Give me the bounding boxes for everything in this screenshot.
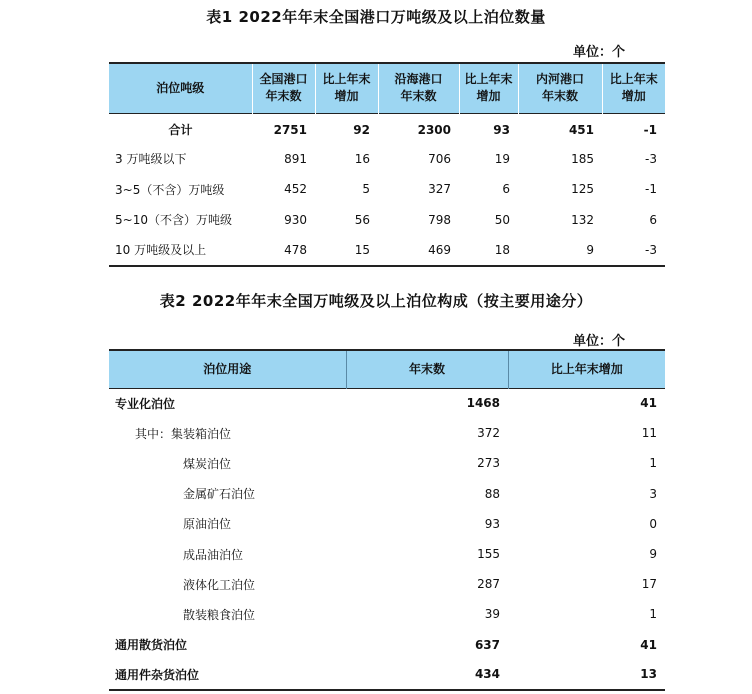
cell-value: 287: [477, 577, 500, 592]
table-row: [109, 144, 665, 175]
table-row: [109, 205, 665, 236]
cell-value: 3: [649, 486, 657, 501]
cell-value: 478: [284, 242, 307, 257]
cell-value: 41: [640, 396, 657, 411]
table1-header-inland-total: 内河港口 年末数: [518, 63, 602, 113]
cell-value: 18: [494, 242, 510, 257]
cell-value: 88: [484, 486, 500, 501]
table1: [109, 62, 665, 267]
table-row: [109, 630, 665, 660]
table-row: [109, 388, 665, 418]
table1-header-row: [109, 63, 665, 113]
row-label: 液体化工泊位: [183, 577, 256, 592]
cell-value: -1: [643, 122, 657, 137]
row-label: 10 万吨级及以上: [115, 243, 207, 258]
row-label: 金属矿石泊位: [183, 487, 256, 502]
table1-header-national-total: 全国港口 年末数: [252, 63, 315, 113]
row-label: 其中：集装箱泊位: [135, 426, 232, 441]
cell-value: 41: [640, 637, 657, 652]
row-label: 3 万吨级以下: [115, 152, 187, 167]
cell-value: 9: [586, 242, 594, 257]
table-row: [109, 113, 665, 144]
cell-value: 2751: [273, 122, 307, 137]
row-label: 5~10（不含）万吨级: [115, 213, 232, 228]
cell-value: 798: [428, 212, 451, 227]
cell-value: 1468: [466, 396, 500, 411]
table1-header-coastal-total: 沿海港口 年末数: [378, 63, 459, 113]
cell-value: 2300: [417, 122, 451, 137]
row-label: 合计: [168, 123, 193, 137]
table-row: [109, 448, 665, 478]
table-row: [109, 539, 665, 569]
cell-value: 50: [494, 212, 510, 227]
cell-value: -3: [645, 151, 657, 166]
cell-value: 17: [641, 577, 657, 592]
cell-value: 1: [649, 607, 657, 622]
cell-value: 469: [428, 242, 451, 257]
table2-title: 表2 2022年年末全国万吨级及以上泊位构成（按主要用途分）: [159, 292, 593, 310]
table-row: [109, 509, 665, 539]
cell-value: 5: [362, 182, 370, 197]
row-label: 成品油泊位: [183, 547, 244, 562]
cell-value: 93: [484, 516, 500, 531]
table2-header-year-end: 年末数: [346, 350, 508, 388]
row-label: 通用散货泊位: [115, 638, 188, 653]
cell-value: -1: [645, 182, 657, 197]
cell-value: 637: [474, 637, 500, 652]
cell-value: 327: [428, 182, 451, 197]
table1-title: 表1 2022年年末全国港口万吨级及以上泊位数量: [206, 8, 546, 26]
cell-value: 56: [354, 212, 370, 227]
table-row: [109, 599, 665, 629]
cell-value: 706: [428, 151, 451, 166]
row-label: 原油泊位: [183, 517, 232, 532]
cell-value: 155: [477, 547, 500, 562]
table1-header-national-increase: 比上年末 增加: [315, 63, 378, 113]
cell-value: 132: [571, 212, 594, 227]
row-label: 3~5（不含）万吨级: [115, 182, 225, 197]
cell-value: -3: [645, 242, 657, 257]
cell-value: 185: [571, 151, 594, 166]
cell-value: 6: [649, 212, 657, 227]
table2-header-increase: 比上年末增加: [508, 350, 665, 388]
cell-value: 39: [484, 607, 500, 622]
table-row: [109, 418, 665, 448]
table-row: [109, 569, 665, 599]
table2-header-usage: 泊位用途: [109, 350, 346, 388]
table1-header-coastal-increase: 比上年末 增加: [459, 63, 518, 113]
cell-value: 92: [353, 122, 370, 137]
row-label: 通用件杂货泊位: [115, 667, 200, 682]
cell-value: 452: [284, 182, 307, 197]
cell-value: 11: [641, 426, 657, 441]
cell-value: 93: [493, 122, 510, 137]
table2: [109, 349, 665, 691]
table2-unit: 单位：个: [573, 334, 626, 349]
cell-value: 9: [649, 547, 657, 562]
table1-header-inland-increase: 比上年末 增加: [602, 63, 665, 113]
cell-value: 13: [640, 667, 657, 682]
table-row: [109, 174, 665, 205]
row-label: 散装粮食泊位: [183, 607, 256, 622]
table1-header-berth-class: 泊位吨级: [109, 63, 252, 113]
cell-value: 6: [502, 182, 510, 197]
row-label: 煤炭泊位: [183, 456, 232, 471]
table-row: [109, 479, 665, 509]
table-row: [109, 660, 665, 690]
cell-value: 372: [477, 426, 500, 441]
cell-value: 1: [649, 456, 657, 471]
cell-value: 125: [571, 182, 594, 197]
cell-value: 930: [284, 212, 307, 227]
table-row: [109, 235, 665, 266]
cell-value: 451: [568, 122, 594, 137]
cell-value: 273: [477, 456, 500, 471]
cell-value: 434: [474, 667, 500, 682]
table1-unit: 单位：个: [573, 45, 626, 60]
cell-value: 19: [494, 151, 510, 166]
cell-value: 16: [354, 151, 370, 166]
cell-value: 15: [354, 242, 370, 257]
cell-value: 891: [284, 151, 307, 166]
row-label: 专业化泊位: [115, 396, 176, 411]
table2-header-row: [109, 350, 665, 388]
cell-value: 0: [649, 516, 657, 531]
